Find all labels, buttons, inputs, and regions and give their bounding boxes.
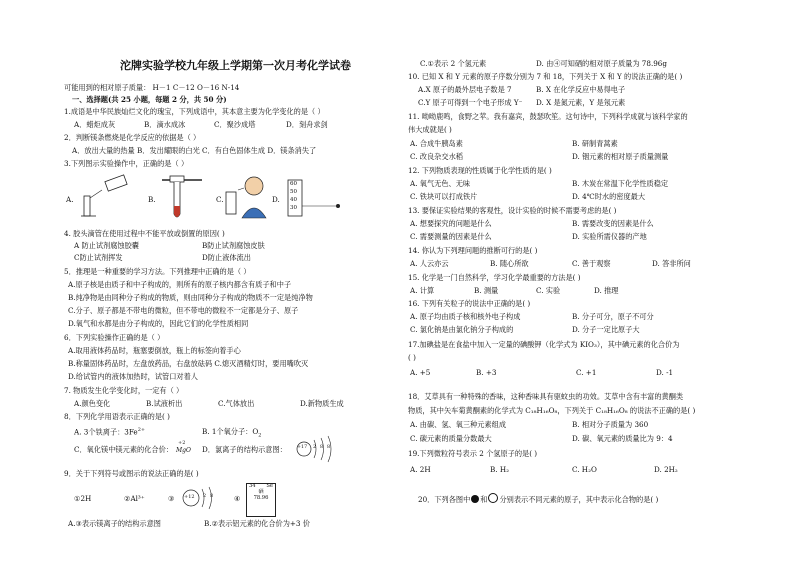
q8-option-d: D．氯离子的结构示意图：: [202, 445, 287, 454]
q8-option-b-text: B. 1个氧分子：O: [202, 427, 259, 436]
q19-option-d: D. 2H₂: [654, 465, 678, 474]
q3-figure-a-pouring: [78, 176, 134, 220]
q8-ion-shell-2: 8: [320, 445, 324, 450]
q1-option-a: A．蜡炬成灰: [74, 120, 116, 129]
question-16: 16. 下列有关粒子的说法中正确的是( ): [408, 299, 531, 308]
question-18: 18．艾草具有一种特殊的香味，这种香味具有驱蚊虫的功效。艾草中含有丰富的黄酮类: [408, 392, 684, 401]
q10-option-a: A.X 原子的最外层电子数是 7: [418, 85, 512, 94]
q18-option-a: A. 由碳、氢、氧三种元素组成: [410, 420, 507, 429]
q5-option-b: B.纯净物是由同种分子构成的物质，则由同种分子构成的物质不一定是纯净物: [68, 293, 313, 302]
q9-item-4: ④: [234, 494, 241, 503]
q10-option-c: C.Y 原子可得到一个电子形成 Y⁻: [418, 98, 523, 107]
cylinder-mark-50: 50: [290, 189, 297, 195]
q9-item-2: ②Al³⁺: [124, 494, 145, 503]
q3-label-b: B.: [148, 195, 156, 204]
q9-option-a: A.③表示镁离子的结构示意图: [68, 519, 161, 528]
q1-option-b: B．滴水成冰: [144, 120, 186, 129]
q18-option-b: B. 相对分子质量为 360: [572, 420, 649, 429]
question-11: 11. 呦呦鹿鸣，食野之苹。我有嘉宾，鼓瑟吹笙。这句诗中，下列科学成就与该科学家的: [408, 112, 688, 121]
question-18-cont: 物质，其中矢车菊黄酮素的化学式为 C₁₈H₁₆O₈，下列关于 C₁₈H₁₆O₈ 的说法不正确的是( ): [408, 406, 696, 415]
section-heading: 一、选择题(共 25 小题，每题 2 分，共 50 分): [72, 95, 227, 104]
q12-option-c: C. 铁块可以打成铁片: [410, 192, 478, 201]
question-10: 10. 已知 X 和 Y 元素的原子序数分别为 7 和 18，下列关于 X 和 Y 的说法正确的是( ): [408, 72, 683, 81]
q4-option-b: B防止试剂腐蚀皮肤: [202, 241, 265, 250]
q18-option-c: C. 碳元素的质量分数最大: [410, 434, 492, 443]
q19-option-c: C. H₂O: [572, 465, 597, 474]
question-13: 13. 要保证实验结果的客观性，设计实验的时候不需要考虑的是( ): [408, 206, 617, 215]
q3-label-d: D.: [272, 195, 280, 204]
q14-option-b: B. 随心所欲: [490, 259, 529, 268]
question-19: 19.下列微粒符号表示 2 个氢原子的是( ): [408, 449, 538, 458]
q13-option-b: B. 需要改变的因素是什么: [572, 219, 654, 228]
q6-option-d: D.给试管内的液体加热时，试管口对着人: [68, 372, 198, 381]
q6-option-bc: B.称量固体药品时，左盘放药品，右盘放砝码 C.熄灭酒精灯时，要用嘴吹灭: [68, 359, 309, 368]
q9-item-3: ③: [168, 494, 175, 503]
q8-option-a-text: A. 3个铁离子：3Fe: [74, 427, 138, 437]
q1-option-c: C．聚沙成塔: [214, 120, 256, 129]
q6-option-a: A.取用液体药品时，瓶塞要倒放，瓶上的标签向着手心: [68, 346, 241, 355]
q9-ion-shell-1: 2: [203, 494, 207, 499]
q13-option-c: C. 需要测量的因素是什么: [410, 232, 492, 241]
atomic-masses: 可能用到的相对原子质量： H－1 C－12 O－16 N-14: [64, 83, 240, 92]
q3-label-a: A.: [66, 195, 74, 204]
q4-option-d: D防止液体流出: [202, 253, 251, 262]
open-circle-icon: [488, 493, 498, 503]
q17-option-d: D. -1: [656, 368, 674, 377]
question-20: [418, 493, 658, 503]
question-2: 2．判断镁条燃烧是化学反应的依据是（ ）: [64, 133, 201, 142]
q14-option-d: D. 答非所问: [652, 259, 691, 268]
q9-cell-symbol: Se: [266, 483, 273, 489]
q4-option-c: C防止试剂挥发: [74, 253, 123, 262]
cylinder-mark-40: 40: [290, 197, 297, 203]
q13-option-a: A. 想要探究的问题是什么: [410, 219, 492, 228]
cylinder-mark-60: 60: [290, 181, 297, 187]
q11-option-d: D. 铟元素的相对原子质量测量: [572, 152, 669, 161]
q8-option-c-valence: +2: [178, 440, 186, 446]
q8-ion-shell-1: 2: [313, 445, 317, 450]
q9-option-c: C.①表示 2 个氢元素: [420, 59, 487, 68]
q11-option-c: C. 改良杂交水稻: [410, 152, 463, 161]
q13-option-d: D. 实验所需仪器的产地: [572, 232, 647, 241]
exam-title: 沱牌实验学校九年级上学期第一次月考化学试卷: [120, 59, 351, 72]
q8-option-c-formula: MgO: [176, 447, 191, 454]
question-9: 9．关于下列符号或图示的说法正确的是( ): [64, 469, 199, 478]
question-17-paren: ( ): [408, 353, 416, 362]
q7-option-a: A.颜色变化: [74, 399, 111, 408]
cylinder-mark-30: 30: [290, 205, 297, 211]
q12-option-a: A. 氧气无色、无味: [410, 179, 471, 188]
q9-ion-shell-2: 8: [210, 494, 214, 499]
q3-figure-c-smelling: [224, 172, 268, 220]
q11-option-b: B. 研制青蒿素: [572, 139, 618, 148]
q9-option-d: D. 由④可知硒的相对原子质量为 78.96g: [536, 59, 667, 68]
q16-option-c: C. 氯化钠是由氯化钠分子构成的: [410, 325, 514, 334]
q3-label-c: C.: [216, 195, 224, 204]
q10-option-b: B. X 在化学反应中易得电子: [536, 85, 626, 94]
q12-option-d: D. 4℃时水的密度最大: [572, 192, 646, 201]
q15-option-a: A. 计算: [410, 286, 435, 295]
q7-option-d: D.新物质生成: [300, 399, 344, 408]
q8-option-a: [74, 428, 145, 436]
q20-text-post: 分别表示不同元素的原子，其中表示化合物的是( ): [499, 495, 659, 504]
q9-cell-number: 34: [249, 483, 256, 489]
q18-option-d: D. 碳、氧元素的质量比为 9：4: [572, 434, 673, 443]
q15-option-d: D. 推理: [594, 286, 619, 295]
q17-option-a: A. +5: [410, 368, 431, 377]
question-4: 4. 胶头滴管在使用过程中不能平放或倒置的原因( ): [64, 229, 225, 238]
q16-option-a: A. 原子均由质子核和核外电子构成: [410, 312, 521, 321]
q11-option-a: A. 合成牛胰岛素: [410, 139, 463, 148]
q9-cell-mass: 78.96: [253, 494, 269, 501]
q3-figure-b-tube-holder: [158, 172, 204, 224]
q9-ion-nucleus: +12: [184, 494, 195, 500]
question-1: 1.成语是中华民族灿烂文化的瑰宝，下列成语中，其本意主要为化学变化的是（ ）: [64, 107, 325, 116]
q16-option-b: B. 分子可分，原子不可分: [572, 312, 654, 321]
q5-option-c: C.分子、原子都是不带电的微粒，但不带电的微粒不一定都是分子、原子: [68, 306, 299, 315]
q8-ion-shell-3: 8: [327, 445, 331, 450]
question-11-cont: 伟大成就是( ): [408, 125, 452, 134]
question-14: 14. 你认为下列理问题的推断可行的是( ): [408, 246, 538, 255]
question-17: 17.加碘盐是在食盐中加入一定量的碘酸钾（化学式为 KIO₃），其中碘元素的化合价为: [408, 340, 680, 349]
question-12: 12. 下列物质表现的性质属于化学性质的是( ): [408, 166, 552, 175]
q10-option-d: D. X 是氮元素，Y 是氖元素: [536, 98, 626, 107]
q1-option-d: D．刻舟求剑: [286, 120, 328, 129]
question-6: 6．下列实验操作正确的是（ ）: [64, 333, 165, 342]
q8-option-b: [202, 428, 261, 438]
question-8: 8．下列化学用语表示正确的是( ): [64, 412, 170, 421]
q5-option-a: A.原子核是由质子和中子构成的，则所有的原子核内都含有质子和中子: [68, 280, 292, 289]
q20-text-and: 和: [480, 495, 488, 504]
question-15: 15. 化学是一门自然科学，学习化学最重要的方法是( ): [408, 273, 581, 282]
q8-option-a-charge: 2+: [137, 427, 146, 433]
question-3: 3.下列图示实验操作中，正确的是（ ）: [64, 159, 189, 168]
question-7: 7. 物质发生化学变化时，一定有（ ）: [64, 386, 184, 395]
q8-option-c: C．氧化镁中镁元素的化合价：: [74, 445, 173, 454]
q9-periodic-cell: [246, 483, 276, 517]
q7-option-c: C.气体放出: [218, 399, 255, 408]
q16-option-d: D. 分子一定比原子大: [572, 325, 640, 334]
q14-option-c: C. 善于观察: [572, 259, 611, 268]
q12-option-b: B. 木炭在常温下化学性质稳定: [572, 179, 669, 188]
q8-option-b-subscript: 2: [258, 432, 262, 439]
q9-item-1: ①2H: [74, 494, 92, 503]
q15-option-b: B. 测量: [474, 286, 499, 295]
q19-option-a: A. 2H: [410, 465, 431, 474]
q20-text-pre: 20．下列各图中: [418, 495, 471, 504]
question-5: 5．推理是一种重要的学习方法。下列推理中正确的是（ ）: [64, 267, 251, 276]
q9-cell-name: 硒: [258, 488, 264, 495]
q17-option-c: C. +1: [576, 368, 597, 377]
q14-option-a: A. 人云亦云: [410, 259, 449, 268]
q2-options: A．放出大量的热量 B．发出耀眼的白光 C．有白色固体生成 D．镁条消失了: [72, 146, 317, 155]
q17-option-b: B. +3: [476, 368, 497, 377]
q7-option-b: B.试液析出: [146, 399, 183, 408]
q19-option-b: B. H₂: [490, 465, 510, 474]
q5-option-d: D.氧气和水都是由分子构成的，因此它们的化学性质相同: [68, 319, 249, 328]
q4-option-a: A 防止试剂腐蚀胶囊: [74, 241, 139, 250]
q15-option-c: C. 实验: [536, 286, 561, 295]
filled-circle-icon: [471, 495, 479, 503]
q9-option-b: B.②表示铝元素的化合价为+3 价: [204, 519, 310, 528]
q8-ion-nucleus: +17: [297, 445, 308, 450]
